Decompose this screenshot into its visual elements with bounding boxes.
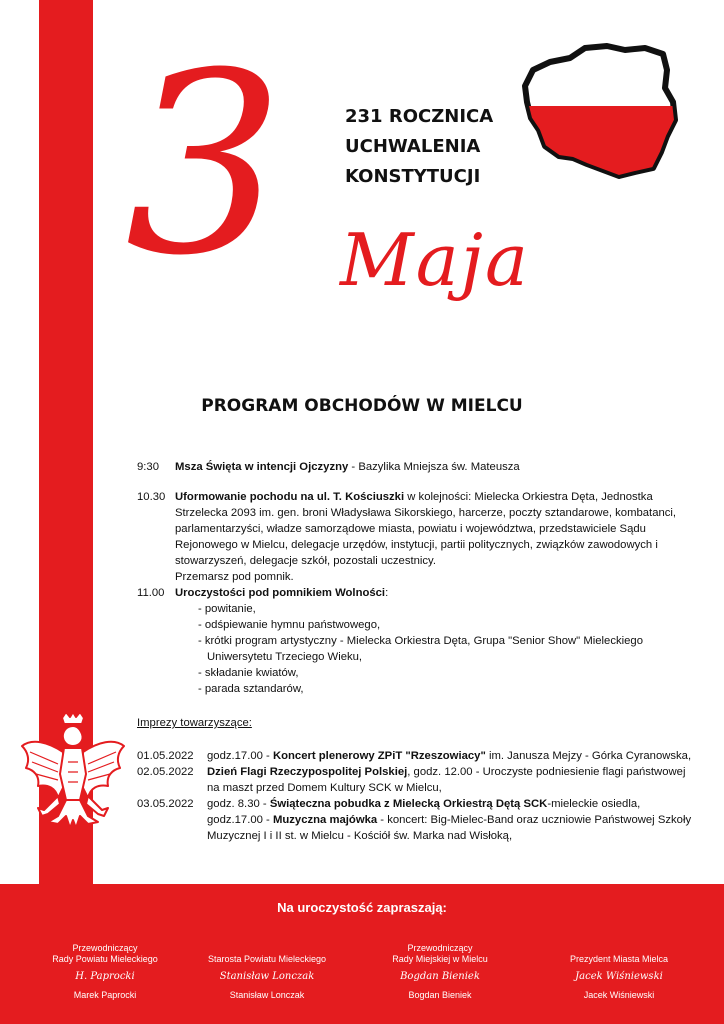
signatory-name: Bogdan Bieniek (408, 990, 472, 1000)
event-title: Dzień Flagi Rzeczypospolitej Polskiej (207, 766, 408, 778)
schedule-title: Msza Święta w intencji Ojczyzny (175, 461, 349, 473)
list-item: - składanie kwiatów, (198, 667, 299, 679)
event-post: - koncert: Big-Mielec-Band oraz uczniowie Państwowej Szkoły Muzycznej I i II st. w Mielcu - Kościół św. Marka nad Wisłoką, (207, 814, 692, 842)
signature-scrawl: Stanisław Lonczak (219, 971, 315, 982)
invite-heading: Na uroczystość zapraszają: (277, 900, 447, 915)
poland-map-icon (515, 40, 690, 185)
headline (345, 102, 493, 192)
schedule-title: Uformowanie pochodu na ul. T. Kościuszki (175, 491, 405, 503)
event-post: -mieleckie osiedla, (547, 798, 641, 810)
signatory (182, 954, 352, 1001)
schedule-time: 10.30 (137, 491, 166, 503)
schedule (137, 459, 697, 711)
signatory-role: Prezydent Miasta Mielca (569, 954, 669, 964)
event-date: 03.05.2022 (137, 798, 194, 810)
program-title: PROGRAM OBCHODÓW W MIELCU (201, 396, 523, 416)
schedule-text: - Bazylika Mniejsza św. Mateusza (348, 461, 520, 473)
signatory-name: Stanisław Lonczak (229, 990, 305, 1000)
list-item: Uniwersytetu Trzeciego Wieku, (207, 651, 363, 663)
list-item: - odśpiewanie hymnu państwowego, (198, 619, 381, 631)
event-date: 01.05.2022 (137, 750, 194, 762)
event-title: Muzyczna majówka (272, 814, 378, 826)
schedule-text: : (385, 587, 389, 599)
headline-line-1: 231 ROCZNICA (345, 106, 494, 127)
imprezy-label: Imprezy towarzyszące: (137, 717, 252, 729)
signature-scrawl: H. Paprocki (75, 971, 135, 982)
signatory-role: Przewodniczący (407, 943, 473, 953)
schedule-item (137, 585, 697, 697)
event-pre: godz. 8.30 - (207, 798, 270, 810)
schedule-time: 11.00 (137, 587, 165, 599)
month-maja: Maja (340, 218, 530, 302)
signatory-name: Jacek Wiśniewski (583, 990, 655, 1000)
schedule-extra: Przemarsz pod pomnik. (175, 571, 294, 583)
headline-line-2: UCHWALENIA (345, 136, 481, 157)
signatory-name: Marek Paprocki (73, 990, 137, 1000)
list-item: - powitanie, (198, 603, 256, 615)
signature-scrawl: Jacek Wiśniewski (575, 971, 663, 982)
events-list (137, 748, 697, 844)
event-date: 02.05.2022 (137, 766, 194, 778)
event-row (137, 764, 697, 796)
signatory-role: Starosta Powiatu Mieleckiego (207, 954, 327, 964)
big-number-3: 3 (125, 19, 285, 310)
event-title: Koncert plenerowy ZPiT "Rzeszowiacy" (272, 750, 486, 762)
signatory-role: Rady Powiatu Mieleckiego (52, 954, 158, 964)
event-post: , godz. 12.00 - Uroczyste podniesienie flagi państwowej na maszt przed Domem Kultury SCK w Mielcu, (207, 766, 686, 794)
schedule-text: w kolejności: Mielecka Orkiestra Dęta, Jednostka Strzelecka 2093 im. gen. broni Władysława Sikorskiego, harcerze, poczty sztandarowe, kombatanci, parlamentarzyści, władze samorządowe miasta, powiatu i województwa, przedstawiciele Sądu Rejonowego w Mielcu, delegacje urzędów, instytucji, partii politycznych, związków zawodowych i stowarzyszeń, delegacje szkół, pozostali uczestnicy. (175, 491, 677, 567)
signatory (534, 954, 704, 1001)
list-item: - parada sztandarów, (198, 683, 304, 695)
event-row (137, 748, 697, 764)
event-pre: godz.17.00 - (207, 814, 273, 826)
schedule-item (137, 489, 697, 585)
schedule-title: Uroczystości pod pomnikiem Wolności (175, 587, 386, 599)
schedule-time: 9:30 (137, 461, 159, 473)
event-title: Świąteczna pobudka z Mielecką Orkiestrą Dętą SCK (269, 798, 548, 810)
signatory (355, 943, 525, 1001)
list-item: - krótki program artystyczny - Mielecka Orkiestra Dęta, Grupa "Senior Show" Mieleckiego (198, 635, 643, 647)
schedule-item (137, 459, 697, 475)
signatory-role: Rady Miejskiej w Mielcu (392, 954, 488, 964)
event-row (137, 796, 697, 812)
ceremony-list (175, 601, 697, 697)
signatory (20, 943, 190, 1001)
signature-scrawl: Bogdan Bieniek (400, 971, 480, 982)
event-pre: godz.17.00 - (207, 750, 273, 762)
headline-line-3: KONSTYTUCJI (345, 166, 481, 187)
event-post: im. Janusza Mejzy - Górka Cyranowska, (485, 750, 692, 762)
event-date (137, 812, 207, 844)
signatory-role: Przewodniczący (72, 943, 138, 953)
event-row (137, 812, 697, 844)
white-eagle-emblem-icon (18, 712, 128, 842)
